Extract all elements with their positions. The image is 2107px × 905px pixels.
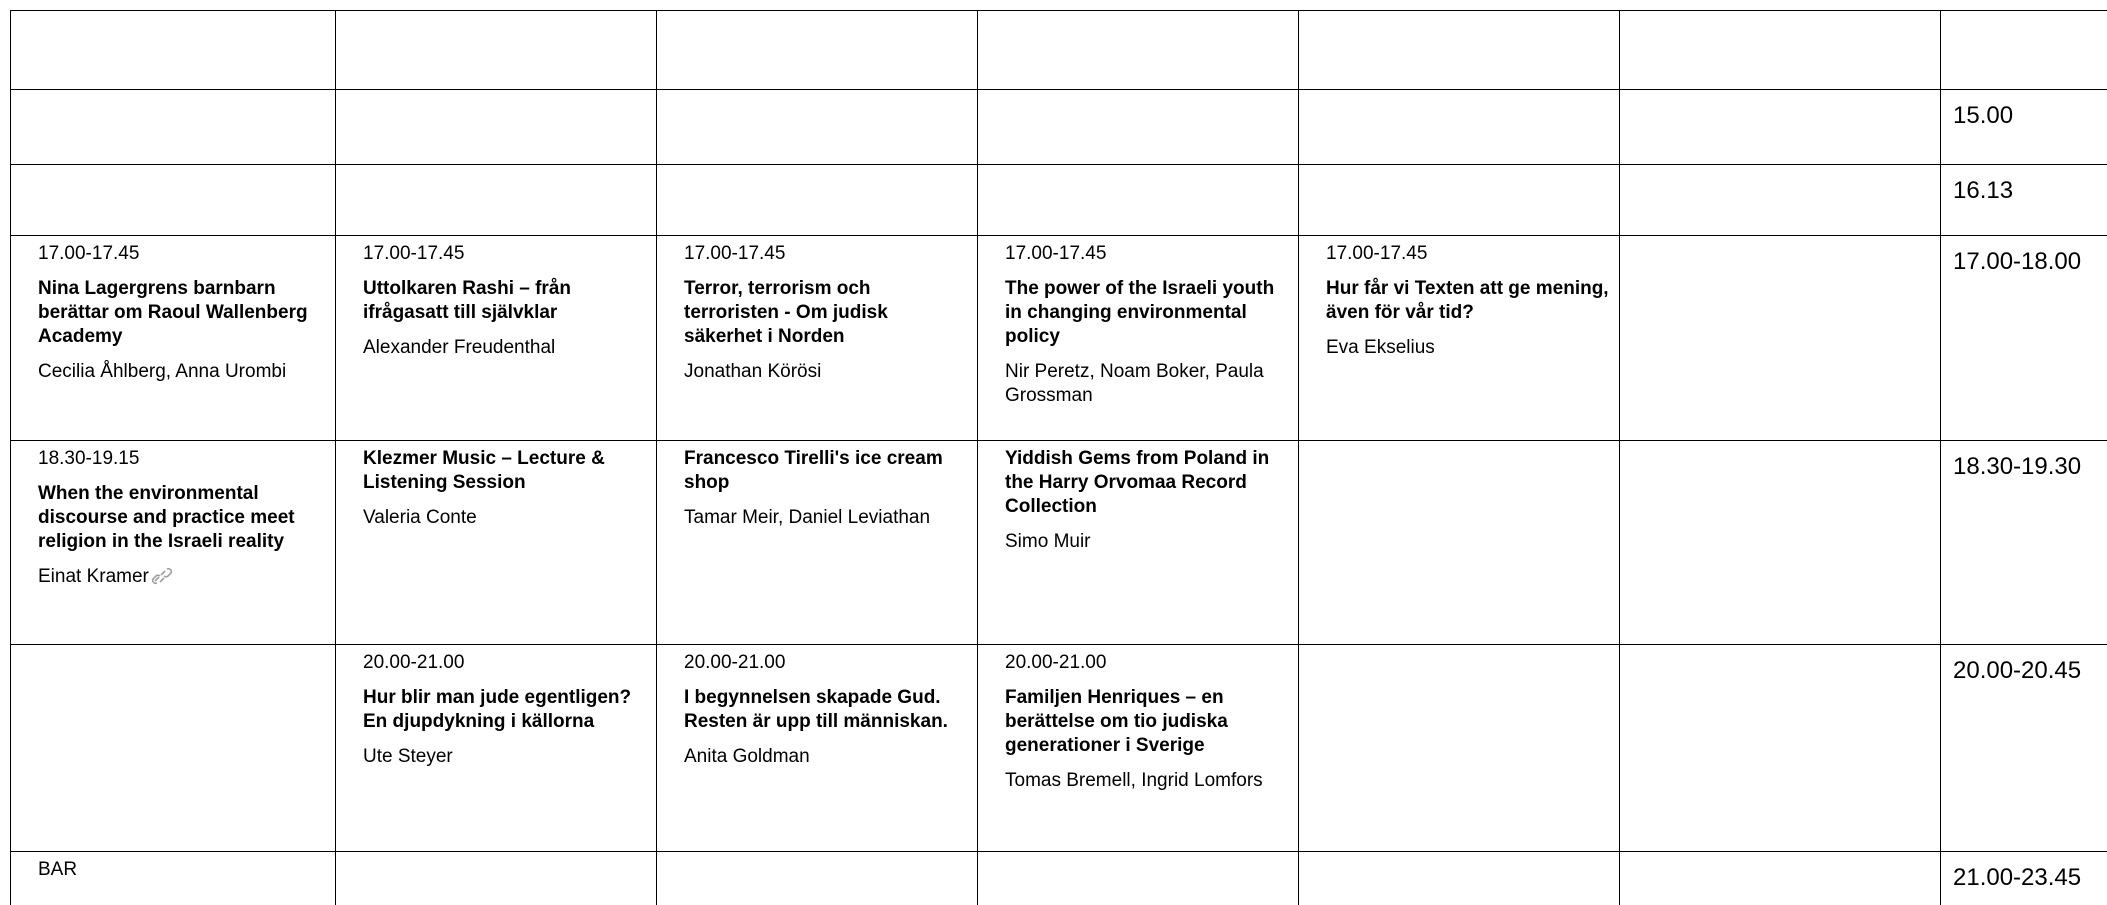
session-title: I begynnelsen skapade Gud. Resten är upp till människan. bbox=[684, 687, 948, 732]
speaker-names: Einat Kramer bbox=[38, 566, 149, 587]
session-cell bbox=[656, 164, 977, 235]
session-cell bbox=[335, 235, 656, 440]
session-cell bbox=[656, 644, 977, 851]
session-speakers bbox=[38, 360, 325, 384]
session-cell bbox=[977, 10, 1298, 89]
session-speakers bbox=[1005, 360, 1288, 408]
session-cell bbox=[656, 89, 977, 164]
speaker-names: Tomas Bremell, Ingrid Lomfors bbox=[1005, 770, 1263, 791]
time-slot-label: 20.00-20.45 bbox=[1953, 657, 2082, 684]
session-cell bbox=[335, 89, 656, 164]
speaker-names: Jonathan Körösi bbox=[684, 361, 822, 382]
session-cell bbox=[1619, 10, 1940, 89]
session-cell bbox=[656, 440, 977, 644]
time-slot-label: 18.30-19.30 bbox=[1953, 453, 2082, 480]
session-title: Nina Lagergrens barnbarn berättar om Raoul Wallenberg Academy bbox=[38, 278, 308, 347]
session-title: When the environmental discourse and practice meet religion in the Israeli reality bbox=[38, 483, 295, 552]
session-cell bbox=[335, 440, 656, 644]
session-cell bbox=[10, 235, 335, 440]
session-cell bbox=[1298, 440, 1619, 644]
time-slot-cell bbox=[1940, 644, 2107, 851]
session-cell bbox=[977, 644, 1298, 851]
session-title: The power of the Israeli youth in changing environmental policy bbox=[1005, 278, 1275, 347]
session-time: 17.00-17.45 bbox=[363, 243, 465, 264]
session-speakers bbox=[684, 360, 967, 384]
bar-label: BAR bbox=[38, 859, 78, 880]
session-cell bbox=[1298, 235, 1619, 440]
session-cell bbox=[1298, 10, 1619, 89]
session-speakers bbox=[363, 336, 646, 360]
session-cell bbox=[1619, 89, 1940, 164]
time-slot-label: 17.00-18.00 bbox=[1953, 248, 2082, 275]
session-cell bbox=[1619, 440, 1940, 644]
session-cell bbox=[977, 851, 1298, 905]
time-slot-label: 21.00-23.45 bbox=[1953, 864, 2082, 891]
session-cell bbox=[1619, 851, 1940, 905]
session-speakers bbox=[363, 745, 646, 769]
session-cell bbox=[1619, 235, 1940, 440]
session-cell bbox=[335, 10, 656, 89]
speaker-names: Cecilia Åhlberg, Anna Urombi bbox=[38, 361, 287, 382]
session-title: Uttolkaren Rashi – från ifrågasatt till självklar bbox=[363, 278, 571, 323]
session-cell bbox=[656, 851, 977, 905]
session-time: 17.00-17.45 bbox=[1326, 243, 1428, 264]
time-slot-label: 16.13 bbox=[1953, 177, 2014, 204]
speaker-names: Ute Steyer bbox=[363, 746, 453, 767]
session-cell bbox=[10, 851, 335, 905]
session-time: 20.00-21.00 bbox=[363, 652, 465, 673]
link-icon[interactable] bbox=[151, 567, 173, 585]
session-cell bbox=[10, 10, 335, 89]
session-title: Hur får vi Texten att ge mening, även för vår tid? bbox=[1326, 278, 1609, 323]
session-speakers bbox=[684, 745, 967, 769]
session-cell bbox=[335, 164, 656, 235]
session-title: Yiddish Gems from Poland in the Harry Orvomaa Record Collection bbox=[1005, 448, 1270, 517]
time-slot-cell bbox=[1940, 235, 2107, 440]
time-slot-cell bbox=[1940, 440, 2107, 644]
session-cell bbox=[1619, 644, 1940, 851]
session-title: Familjen Henriques – en berättelse om tio judiska generationer i Sverige bbox=[1005, 687, 1228, 756]
session-cell bbox=[1298, 851, 1619, 905]
session-time: 20.00-21.00 bbox=[684, 652, 786, 673]
session-cell bbox=[977, 164, 1298, 235]
session-time: 17.00-17.45 bbox=[38, 243, 140, 264]
session-cell bbox=[1619, 164, 1940, 235]
speaker-names: Tamar Meir, Daniel Leviathan bbox=[684, 507, 931, 528]
time-slot-cell bbox=[1940, 89, 2107, 164]
session-cell bbox=[335, 851, 656, 905]
time-slot-cell bbox=[1940, 851, 2107, 905]
session-cell bbox=[977, 89, 1298, 164]
session-cell bbox=[10, 440, 335, 644]
session-time: 20.00-21.00 bbox=[1005, 652, 1107, 673]
session-speakers bbox=[1326, 336, 1609, 360]
session-cell bbox=[10, 164, 335, 235]
session-time: 17.00-17.45 bbox=[684, 243, 786, 264]
time-slot-label: 15.00 bbox=[1953, 102, 2014, 129]
session-cell bbox=[977, 440, 1298, 644]
session-title: Klezmer Music – Lecture & Listening Session bbox=[363, 448, 605, 493]
speaker-names: Simo Muir bbox=[1005, 531, 1091, 552]
session-cell bbox=[656, 10, 977, 89]
session-speakers bbox=[1005, 530, 1288, 554]
session-speakers bbox=[1005, 769, 1288, 793]
session-time: 18.30-19.15 bbox=[38, 448, 140, 469]
session-cell bbox=[335, 644, 656, 851]
session-cell bbox=[1298, 644, 1619, 851]
session-cell bbox=[977, 235, 1298, 440]
session-speakers bbox=[684, 506, 967, 530]
session-speakers bbox=[38, 565, 325, 589]
speaker-names: Anita Goldman bbox=[684, 746, 810, 767]
time-slot-cell bbox=[1940, 10, 2107, 89]
speaker-names: Valeria Conte bbox=[363, 507, 477, 528]
session-cell bbox=[1298, 164, 1619, 235]
speaker-names: Eva Ekselius bbox=[1326, 337, 1435, 358]
session-time: 17.00-17.45 bbox=[1005, 243, 1107, 264]
session-cell bbox=[10, 644, 335, 851]
speaker-names: Alexander Freudenthal bbox=[363, 337, 556, 358]
time-slot-cell bbox=[1940, 164, 2107, 235]
session-speakers bbox=[363, 506, 646, 530]
session-title: Terror, terrorism och terroristen - Om judisk säkerhet i Norden bbox=[684, 278, 888, 347]
speaker-names: Nir Peretz, Noam Boker, Paula Grossman bbox=[1005, 361, 1264, 406]
session-cell bbox=[1298, 89, 1619, 164]
session-cell bbox=[10, 89, 335, 164]
session-cell bbox=[656, 235, 977, 440]
session-title: Francesco Tirelli's ice cream shop bbox=[684, 448, 943, 493]
session-title: Hur blir man jude egentligen? En djupdykning i källorna bbox=[363, 687, 632, 732]
